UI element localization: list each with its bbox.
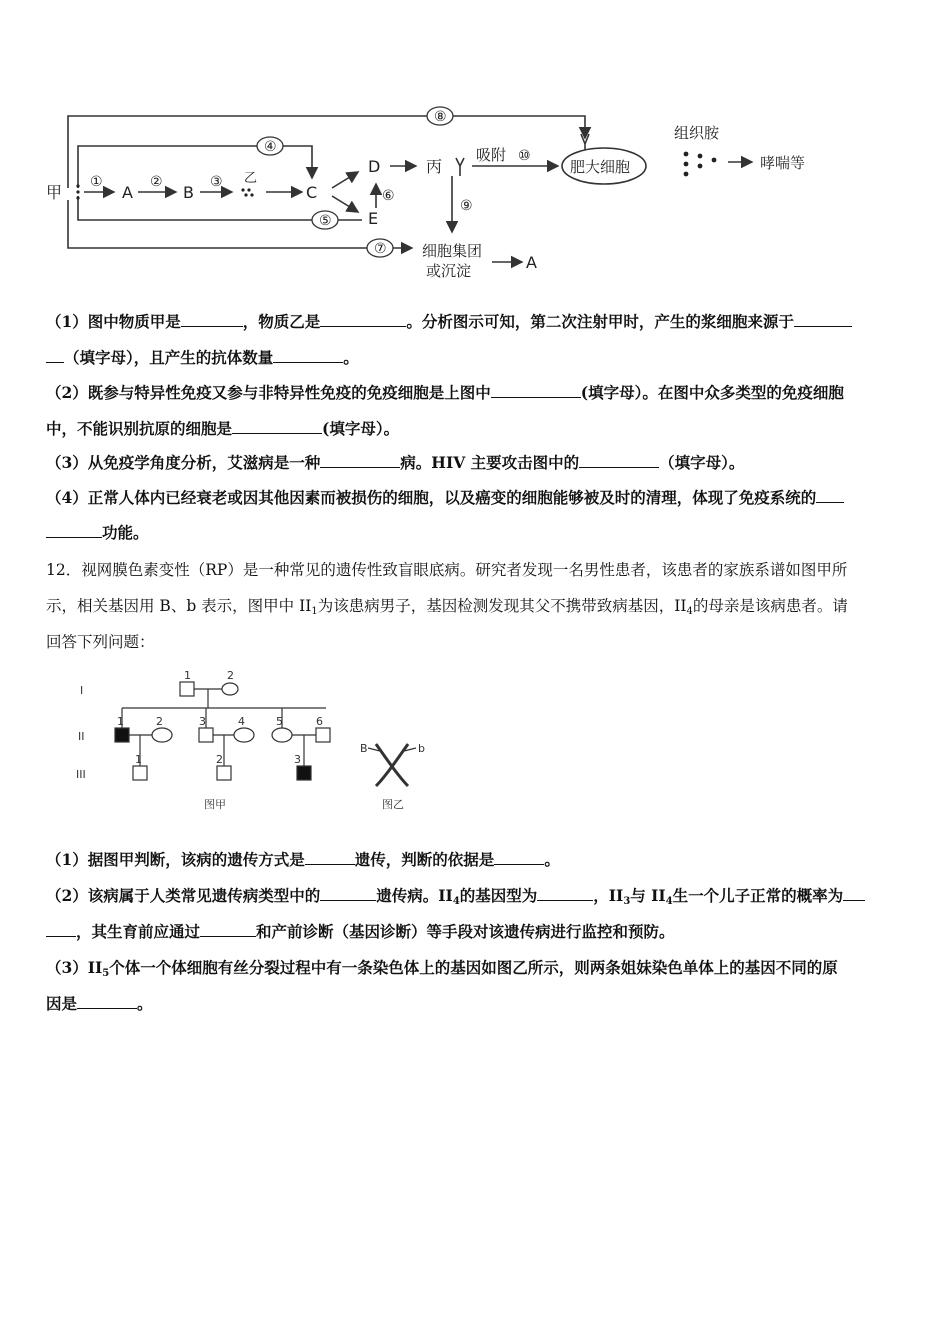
label-adsorb: 吸附	[476, 146, 507, 164]
blank[interactable]	[843, 885, 865, 901]
allele-b: b	[418, 742, 425, 755]
node-yi: 乙	[244, 171, 258, 186]
gen-label-III: III	[76, 768, 86, 781]
svg-text:1: 1	[117, 715, 124, 728]
node-C: C	[306, 183, 318, 202]
svg-text:2: 2	[216, 753, 223, 766]
gen-label-II: II	[78, 730, 85, 743]
q12-intro-1: 12．视网膜色素变性（RP）是一种常见的遗传性致盲眼底病。研究者发现一名男性患者，该患者的家族系谱如图甲所	[46, 561, 848, 579]
blank[interactable]	[491, 382, 581, 398]
q12-line-5: 因是 。	[46, 994, 153, 1013]
allele-B: B	[360, 742, 368, 755]
q11-line-2: （填字母），且产生的抗体数量 。	[46, 347, 908, 369]
caption-jia: 图甲	[204, 798, 226, 811]
gen-label-I: I	[80, 684, 84, 697]
q11-line-1: （1）图中物质甲是 ，物质乙是 。分析图示可知，第二次注射甲时，产生的浆细胞来源于	[46, 311, 908, 333]
blank[interactable]	[232, 418, 322, 434]
step-6: ⑥	[382, 188, 395, 204]
q12-intro-3: 回答下列问题：	[46, 633, 155, 651]
step-2: ②	[150, 174, 163, 190]
blank[interactable]	[579, 452, 659, 468]
q11-line-5: （3）从免疫学角度分析，艾滋病是一种 病。HIV 主要攻击图中的 （填字母）。	[46, 453, 745, 472]
blank[interactable]	[794, 311, 852, 327]
blank[interactable]	[494, 849, 544, 865]
node-bing: 丙	[426, 157, 443, 176]
step-10: ⑩	[518, 148, 531, 164]
svg-text:3: 3	[294, 753, 301, 766]
blank[interactable]	[320, 885, 376, 901]
svg-text:1: 1	[184, 669, 191, 682]
blank[interactable]	[77, 993, 137, 1009]
node-cluster-2: 或沉淀	[426, 262, 472, 280]
q11-line-3: （2）既参与特异性免疫又参与非特异性免疫的免疫细胞是上图中 (填字母）。在图中众多类型的免疫细胞	[46, 383, 844, 402]
q12-line-1: （1）据图甲判断，该病的遗传方式是 遗传，判断的依据是 。	[46, 850, 560, 869]
step-7: ⑦	[374, 241, 387, 257]
blank[interactable]	[305, 849, 355, 865]
q12-line-2: （2）该病属于人类常见遗传病类型中的 遗传病。$II_4$的基因型为 ，$II_3$与 $II_4$生一个儿子正常的概率为	[46, 885, 908, 913]
blank[interactable]	[200, 921, 256, 937]
q12-line-4: $(3)II_5$个体一个体细胞有丝分裂过程中有一条染色体上的基因如图乙所示，则两条姐妹染色单体上的基因不同的原	[46, 958, 838, 979]
svg-text:1: 1	[135, 753, 142, 766]
svg-text:2: 2	[227, 669, 234, 682]
node-jia: 甲	[46, 183, 63, 202]
blank[interactable]	[320, 311, 406, 327]
svg-text:6: 6	[316, 715, 323, 728]
node-asthma: 哮喘等	[760, 154, 806, 172]
node-histamine: 组织胺	[674, 124, 720, 142]
blank[interactable]	[46, 522, 102, 538]
blank[interactable]	[46, 347, 64, 363]
q11-line-6: （4）正常人体内已经衰老或因其他因素而被损伤的细胞，以及癌变的细胞能够被及时的清理，体现了免疫系统的	[46, 487, 908, 509]
step-1: ①	[90, 174, 103, 190]
node-mast-cell: 肥大细胞	[570, 158, 631, 176]
blank[interactable]	[181, 311, 243, 327]
node-cluster-1: 细胞集团	[422, 242, 483, 260]
q12-line-3: ，其生育前应通过 和产前诊断（基因诊断）等手段对该遗传病进行监控和预防。	[46, 921, 908, 943]
svg-text:5: 5	[276, 715, 283, 728]
svg-text:4: 4	[238, 715, 245, 728]
step-8: ⑧	[434, 109, 447, 125]
caption-yi: 图乙	[382, 798, 404, 811]
q12-intro-2: 示，相关基因用 B、b 表示，图甲中 $II_1$为该患病男子，基因检测发现其父不携带致病基因，$II_4$的母亲是该病患者。请	[46, 597, 848, 617]
blank[interactable]	[320, 452, 400, 468]
step-5: ⑤	[319, 213, 332, 229]
svg-text:2: 2	[156, 715, 163, 728]
immune-diagram	[40, 100, 830, 280]
node-B: B	[183, 183, 194, 202]
q11-line-7: 功能。	[46, 522, 908, 544]
node-E: E	[368, 209, 379, 228]
step-4: ④	[264, 139, 277, 155]
pedigree-chart	[60, 668, 440, 818]
node-A2: A	[526, 253, 537, 272]
blank[interactable]	[537, 885, 593, 901]
node-D: D	[368, 157, 381, 176]
blank[interactable]	[273, 347, 343, 363]
node-A: A	[122, 183, 133, 202]
svg-text:3: 3	[199, 715, 206, 728]
step-3: ③	[210, 174, 223, 190]
blank[interactable]	[816, 487, 844, 503]
q11-line-4: 中，不能识别抗原的细胞是 (填字母）。	[46, 419, 400, 438]
blank[interactable]	[46, 921, 76, 937]
step-9: ⑨	[460, 198, 473, 214]
